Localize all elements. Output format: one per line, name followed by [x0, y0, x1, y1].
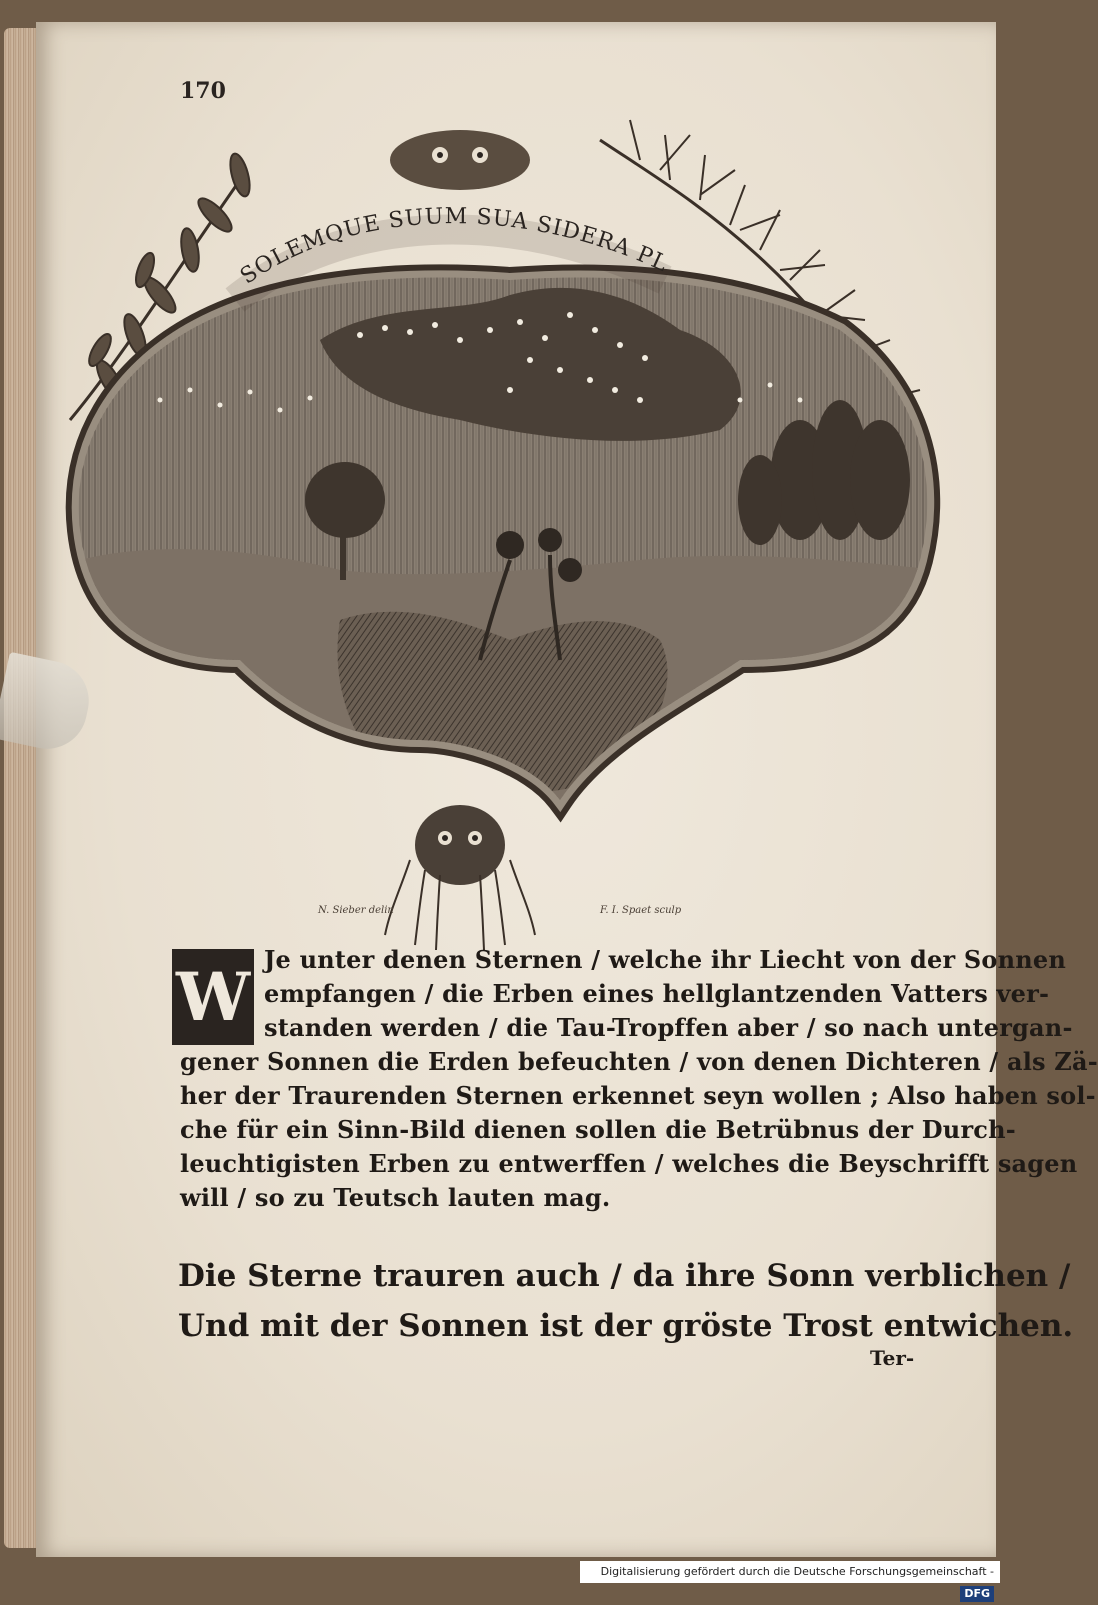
text-line: che für ein Sinn-Bild dienen sollen die Betrübnus der Durch-: [180, 1115, 1016, 1144]
engraving-svg: [40, 100, 980, 960]
credit-text: Digitalisierung gefördert durch die Deutsche Forschungsgemeinschaft -: [600, 1565, 994, 1578]
artist-signature-right: F. I. Spaet sculp: [600, 905, 682, 916]
text-line: standen werden / die Tau-Tropffen aber / so nach untergan-: [264, 1013, 1073, 1042]
text-line: Je unter denen Sternen / welche ihr Liecht von der Sonnen: [264, 945, 1067, 974]
digitization-credit: [580, 1561, 1000, 1600]
artist-signature-left: N. Sieber delin: [318, 905, 394, 916]
text-line: leuchtigisten Erben zu entwerffen / welches die Beyschrifft sagen: [180, 1149, 1078, 1178]
text-line: empfangen / die Erben eines hellglantzenden Vatters ver-: [264, 979, 1050, 1008]
text-line: gener Sonnen die Erden befeuchten / von denen Dichteren / als Zä-: [180, 1047, 1098, 1076]
page-number: 170: [180, 78, 226, 104]
drop-cap: W: [172, 949, 254, 1045]
bottom-mask-ornament: [385, 805, 535, 950]
verse-line-2: Und mit der Sonnen ist der gröste Trost entwichen.: [178, 1308, 1074, 1344]
top-mask-ornament: [390, 130, 530, 190]
verse-line-1: Die Sterne trauren auch / da ihre Sonn verblichen /: [178, 1258, 1071, 1294]
dfg-logo: DFG: [960, 1586, 994, 1602]
catchword: Ter-: [870, 1346, 915, 1370]
body-paragraph: [175, 943, 1098, 1215]
text-line: her der Traurenden Sternen erkennet seyn wollen ; Also haben sol-: [180, 1081, 1096, 1110]
engraving-illustration: [40, 100, 980, 960]
motto-text: SOLEMQUE SUUM SUA SIDERA PL: [236, 204, 672, 290]
text-line: will / so zu Teutsch lauten mag.: [180, 1183, 611, 1212]
